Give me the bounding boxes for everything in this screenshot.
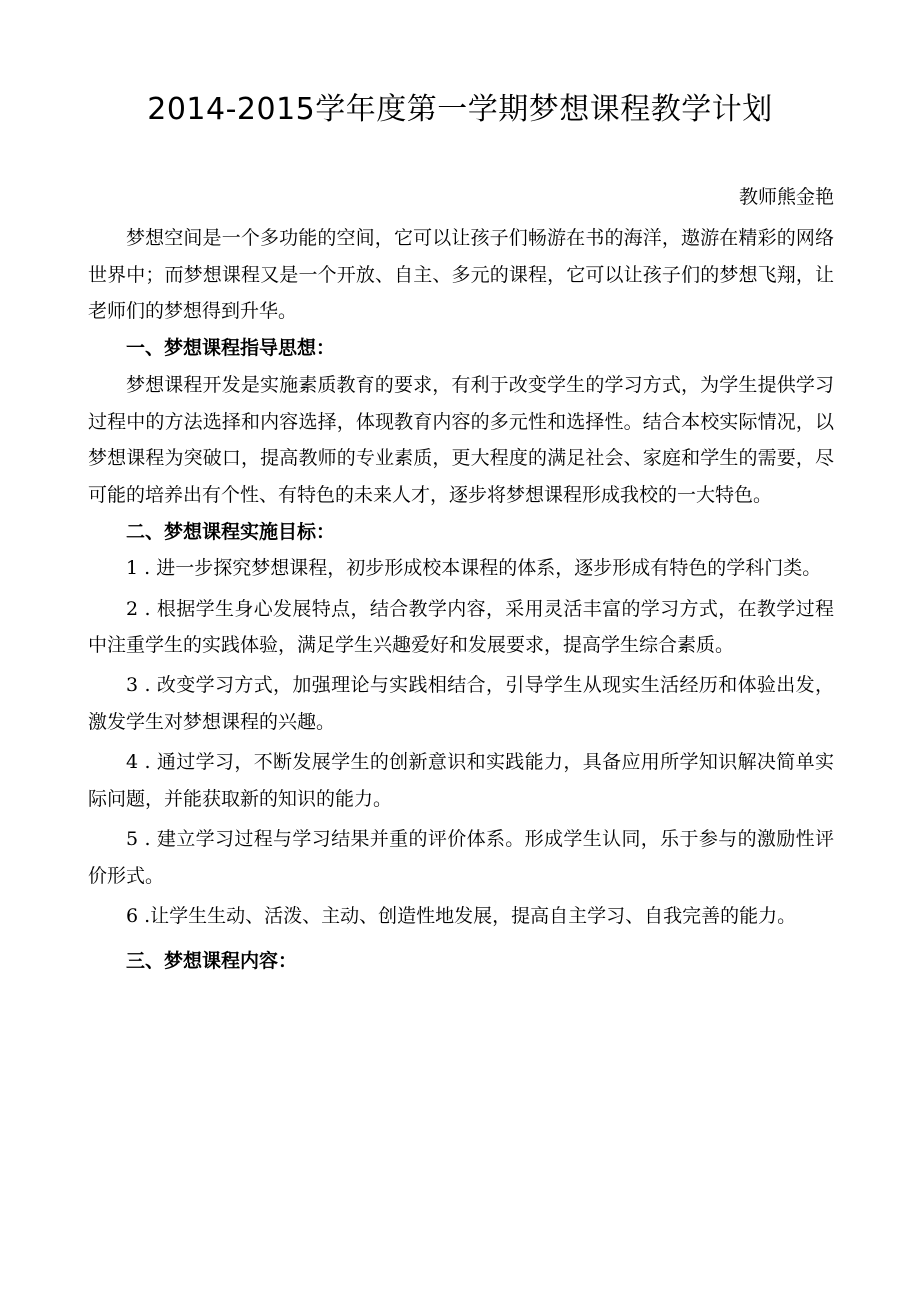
goal-item-6: 6 .让学生生动、活泼、主动、创造性地发展，提高自主学习、自我完善的能力。	[126, 905, 797, 928]
goal-item-1: 1 . 进一步探究梦想课程，初步形成校本课程的体系，逐步形成有特色的学科门类。	[126, 557, 822, 580]
intro-paragraph: 梦想空间是一个多功能的空间，它可以让孩子们畅游在书的海洋，遨游在精彩的网络世界中；而梦想课程又是一个开放、自主、多元的课程，它可以让孩子们的梦想飞翔，让老师们的梦想得到升华。	[88, 227, 834, 323]
section-heading-guiding-ideology: 一、梦想课程指导思想：	[126, 337, 336, 360]
goal-item-3: 3 . 改变学习方式，加强理论与实践相结合，引导学生从现实生活经历和体验出发，激发学生对梦想课程的兴趣。	[88, 674, 834, 734]
goal-item-2: 2 . 根据学生身心发展特点，结合教学内容，采用灵活丰富的学习方式，在教学过程中注重学生的实践体验，满足学生兴趣爱好和发展要求，提高学生综合素质。	[88, 597, 834, 657]
section-heading-content: 三、梦想课程内容：	[126, 949, 298, 972]
guiding-ideology-paragraph: 梦想课程开发是实施素质教育的要求，有利于改变学生的学习方式，为学生提供学习过程中的方法选择和内容选择，体现教育内容的多元性和选择性。结合本校实际情况，以梦想课程为突破口，提高教师的专业素质，更大程度的满足社会、家庭和学生的需要，尽可能的培养出有个性、有特色的未来人才，逐步将梦想课程形成我校的一大特色。	[88, 373, 834, 506]
author-line: 教师熊金艳	[738, 186, 834, 208]
document-title: 2014-2015学年度第一学期梦想课程教学计划	[147, 92, 773, 127]
document-body	[88, 220, 834, 980]
goal-item-4: 4 . 通过学习，不断发展学生的创新意识和实践能力，具备应用所学知识解决简单实际问题，并能获取新的知识的能力。	[88, 751, 834, 811]
section-heading-goals: 二、梦想课程实施目标：	[126, 520, 336, 543]
goal-item-5: 5 . 建立学习过程与学习结果并重的评价体系。形成学生认同，乐于参与的激励性评价形式。	[88, 828, 834, 887]
